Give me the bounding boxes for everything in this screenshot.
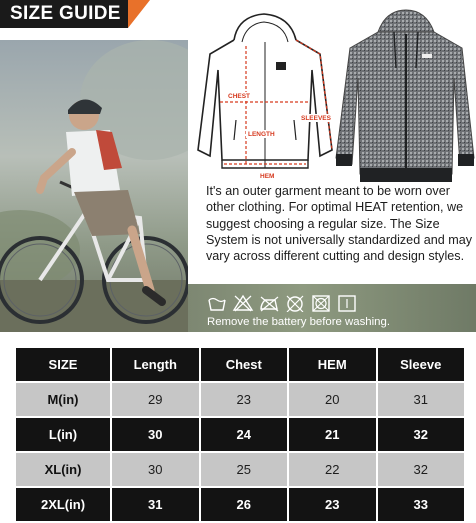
battery-washing-note: Remove the battery before washing.	[207, 316, 390, 328]
size-guide-header	[0, 0, 128, 28]
table-header-row	[16, 348, 464, 381]
size-advice-text: It's an outer garment meant to be worn over other clothing. For optimal HEAT retention, we suggest choosing a regular size. The Size System is not universally standardized and may vary across different cutting and design styles.	[206, 184, 472, 264]
no-bleach-icon	[234, 296, 252, 311]
length-cell: 29	[112, 383, 199, 416]
table-row	[16, 418, 464, 451]
sleeves-label: SLEEVES	[301, 115, 331, 122]
header-accent-stripe	[128, 0, 150, 28]
length-cell: 30	[112, 453, 199, 486]
jacket-measurement-diagram	[188, 10, 334, 180]
hem-label: HEM	[260, 173, 275, 180]
chest-label: CHEST	[228, 93, 251, 100]
header-cell: Chest	[201, 348, 288, 381]
sleeve-cell: 32	[378, 453, 465, 486]
header-cell: SIZE	[16, 348, 110, 381]
table-row	[16, 453, 464, 486]
size-cell: L(in)	[16, 418, 110, 451]
hem-cell: 20	[289, 383, 376, 416]
page-title: SIZE GUIDE	[10, 3, 121, 24]
length-cell: 30	[112, 418, 199, 451]
chest-cell: 26	[201, 488, 288, 521]
length-label: LENGTH	[248, 131, 275, 138]
hand-wash-icon	[209, 299, 225, 311]
sleeve-cell: 33	[378, 488, 465, 521]
table-row	[16, 383, 464, 416]
size-cell: XL(in)	[16, 453, 110, 486]
header-cell: HEM	[289, 348, 376, 381]
size-cell: 2XL(in)	[16, 488, 110, 521]
hem-cell: 21	[289, 418, 376, 451]
chest-cell: 25	[201, 453, 288, 486]
no-dry-clean-icon	[287, 296, 303, 312]
chest-cell: 23	[201, 383, 288, 416]
header-cell: Sleeve	[378, 348, 465, 381]
size-cell: M(in)	[16, 383, 110, 416]
no-tumble-dry-icon	[313, 296, 329, 311]
jacket-product-image	[334, 8, 476, 186]
care-icons-row	[207, 294, 367, 312]
cyclist-photo	[0, 40, 188, 332]
table-row	[16, 488, 464, 521]
chest-cell: 24	[201, 418, 288, 451]
sleeve-cell: 32	[378, 418, 465, 451]
size-chart-table	[16, 348, 464, 523]
header-cell: Length	[112, 348, 199, 381]
sleeve-cell: 31	[378, 383, 465, 416]
length-cell: 31	[112, 488, 199, 521]
hem-cell: 23	[289, 488, 376, 521]
hem-cell: 22	[289, 453, 376, 486]
line-dry-icon	[339, 296, 355, 311]
no-iron-icon	[261, 297, 278, 311]
